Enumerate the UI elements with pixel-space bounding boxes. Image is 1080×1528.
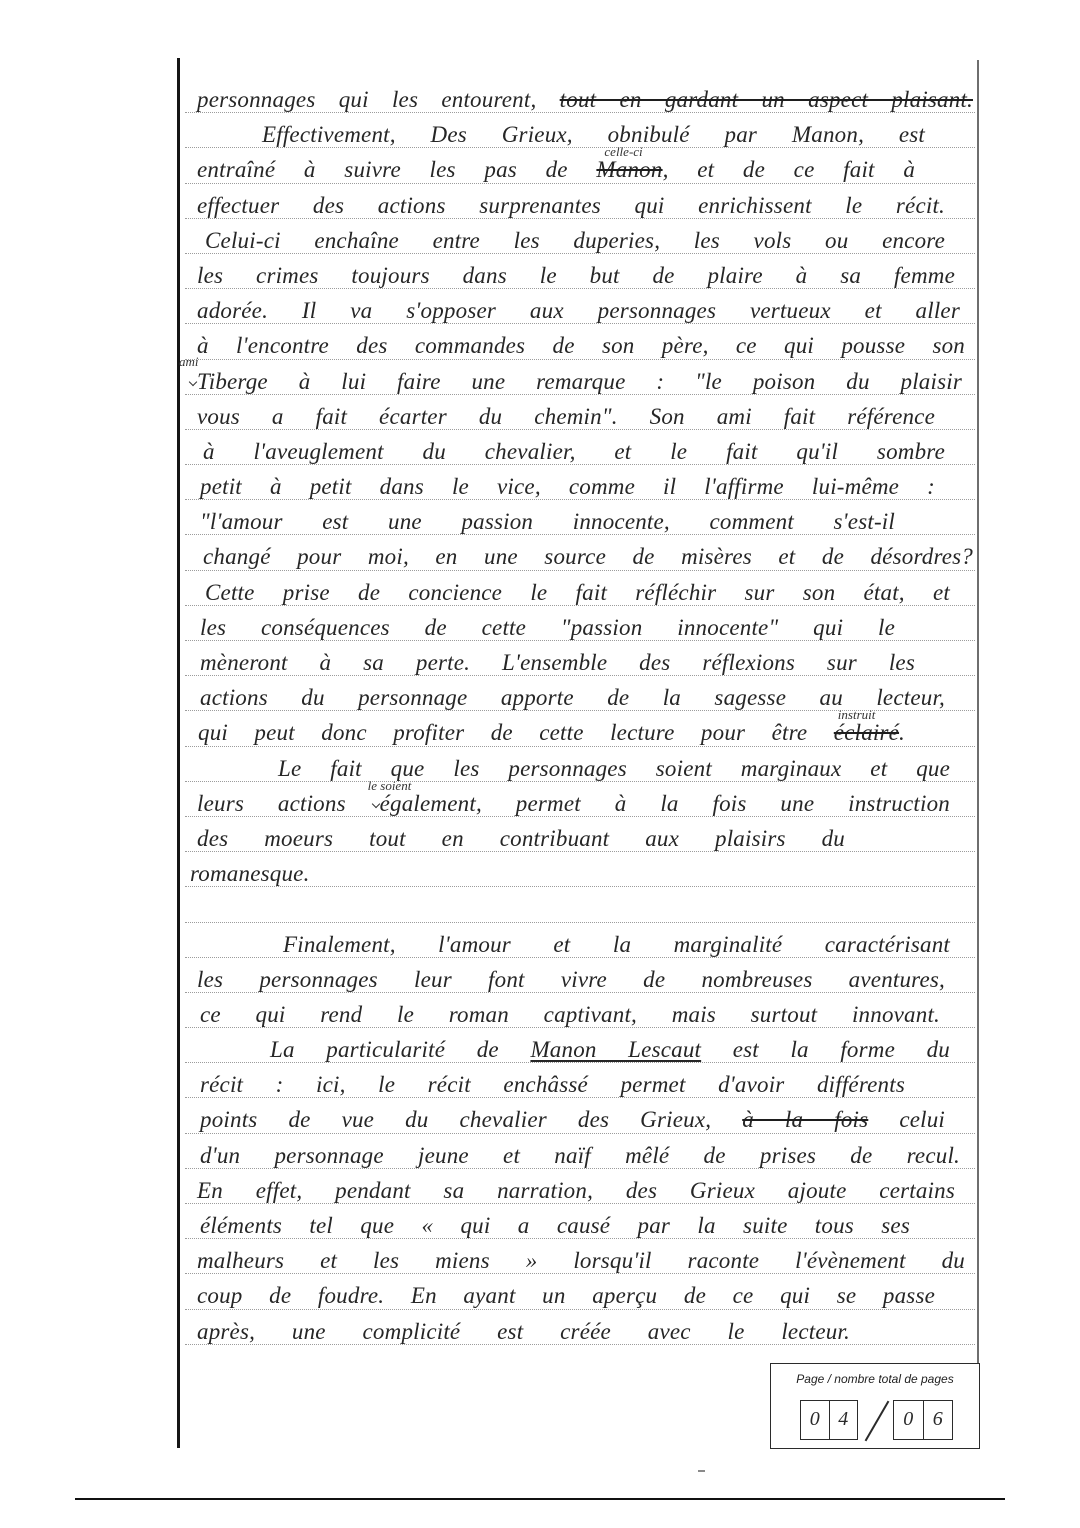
- text-line: [185, 144, 975, 183]
- line-text: Finalement, l'amour et la marginalité caractérisant: [283, 931, 950, 957]
- line-text: Effectivement, Des Grieux, obnibulé par Manon, est: [262, 122, 925, 148]
- text-line: [185, 923, 975, 958]
- line-text: "l'amour est une passion innocente, comment s'est-il: [200, 509, 895, 535]
- digit: 0: [809, 1408, 820, 1430]
- correction: [833, 707, 900, 746]
- text-line: [185, 747, 975, 782]
- page-right-border: [977, 60, 979, 1364]
- line-text: les conséquences de cette "passion innocente" qui le: [200, 614, 895, 640]
- inserted-text: le soient: [367, 777, 412, 793]
- scan-speck: [698, 1470, 705, 1472]
- text-line: [185, 571, 975, 606]
- digit: 0: [903, 1408, 914, 1430]
- struck-text: éclairé: [833, 720, 900, 746]
- line-text: leurs actions: [197, 790, 346, 816]
- text-line: [185, 707, 975, 746]
- underlined-title: Manon Lescaut: [530, 1037, 702, 1063]
- line-text: .: [899, 720, 905, 746]
- text-line: [185, 958, 975, 993]
- text-line: [185, 606, 975, 641]
- text-line: [185, 1134, 975, 1169]
- text-line: [185, 817, 975, 852]
- line-text: Le fait que les personnages soient marginaux et que: [278, 755, 950, 781]
- inserted-text: instruit: [837, 707, 876, 723]
- text-line: [185, 1239, 975, 1274]
- line-text: En effet, pendant sa narration, des Grieux ajoute certains: [197, 1177, 955, 1203]
- line-text: Tiberge à lui faire une remarque : "le poison du plaisir: [197, 368, 962, 394]
- text-line: [185, 78, 975, 113]
- text-line: [185, 254, 975, 289]
- correction: [596, 144, 663, 183]
- line-text: changé pour moi, en une source de misères et de désordres?: [203, 544, 973, 570]
- text-line: [185, 324, 975, 359]
- struck-text: tout en gardant un aspect plaisant.: [559, 87, 973, 112]
- text-line: [185, 219, 975, 254]
- line-text: les personnages leur font vivre de nombreuses aventures,: [197, 966, 945, 992]
- line-text: actions du personnage apporte de la sagesse au lecteur,: [200, 685, 945, 711]
- line-text: , et de ce fait à: [662, 157, 916, 183]
- line-text: La particularité de: [270, 1037, 499, 1063]
- slash-separator: [865, 1401, 890, 1442]
- text-line: [185, 1169, 975, 1204]
- text-line: [185, 1063, 975, 1098]
- text-line: [185, 430, 975, 465]
- line-text: qui peut donc profiter de cette lecture pour être: [198, 720, 808, 746]
- text-line: [185, 641, 975, 676]
- line-text: d'un personnage jeune et naïf mêlé de prises de recul.: [200, 1142, 960, 1168]
- line-text: personnages qui les entourent,: [197, 87, 537, 112]
- line-text: est la forme du: [732, 1037, 950, 1063]
- caret-mark: [371, 800, 379, 808]
- line-text: ce qui rend le roman captivant, mais surtout innovant.: [200, 1001, 940, 1027]
- text-line: [185, 777, 975, 817]
- line-text: celui: [899, 1107, 946, 1133]
- text-line: [185, 113, 975, 148]
- blank-line: [185, 887, 975, 922]
- handwritten-page: [179, 78, 975, 1345]
- text-line: [185, 1310, 975, 1345]
- line-text: Celui-ci enchaîne entre les duperies, les vols ou encore: [205, 227, 945, 253]
- line-text: à l'aveuglement du chevalier, et le fait qu'il sombre: [203, 438, 945, 464]
- text-line: [185, 500, 975, 535]
- line-text: entraîné à suivre les pas de: [197, 157, 568, 183]
- text-line: [185, 1274, 975, 1309]
- text-line: [185, 184, 975, 219]
- line-text: après, une complicité est créée avec le lecteur.: [197, 1318, 850, 1344]
- line-text: récit : ici, le récit enchâssé permet d'avoir différents: [200, 1072, 905, 1098]
- page-number-label: Page / nombre total de pages: [796, 1372, 954, 1386]
- bottom-rule: [75, 1498, 1005, 1500]
- current-page-digit-box: [800, 1400, 858, 1440]
- line-text: vous a fait écarter du chemin". Son ami fait référence: [197, 403, 935, 429]
- text-line: [185, 993, 975, 1028]
- line-text: coup de foudre. En ayant un aperçu de ce qui se passe: [197, 1283, 935, 1309]
- line-text: Cette prise de concience le fait réfléchir sur son état, et: [205, 579, 950, 605]
- line-text: des moeurs tout en contribuant aux plaisirs du: [197, 825, 845, 851]
- struck-text: à la fois: [742, 1107, 869, 1133]
- margin-line: [177, 58, 180, 1448]
- digit: 6: [923, 1401, 953, 1439]
- line-text: également, permet à la fois une instruction: [379, 790, 950, 816]
- total-pages-digit-box: [893, 1400, 953, 1440]
- line-text: les crimes toujours dans le but de plaire à sa femme: [197, 262, 955, 288]
- text-line: [185, 465, 975, 500]
- line-text: à l'encontre des commandes de son père, ce qui pousse son: [197, 333, 965, 359]
- inserted-text: ami: [179, 353, 199, 369]
- text-line: [185, 289, 975, 324]
- text-line: [185, 1028, 975, 1063]
- line-text: éléments tel que « qui a causé par la suite tous ses: [200, 1213, 910, 1238]
- inserted-text: celle-ci: [604, 144, 643, 160]
- page-number-box: [770, 1363, 980, 1449]
- line-text: adorée. Il va s'opposer aux personnages vertueux et aller: [197, 298, 960, 324]
- digit: 4: [829, 1401, 858, 1439]
- struck-text: Manon: [596, 157, 663, 183]
- text-line: [179, 353, 975, 395]
- text-line: [185, 395, 975, 430]
- line-text: petit à petit dans le vice, comme il l'affirme lui-même :: [200, 474, 935, 500]
- line-text: mèneront à sa perte. L'ensemble des réflexions sur les: [200, 650, 915, 675]
- line-text: malheurs et les miens » lorsqu'il raconte l'évènement du: [197, 1248, 965, 1274]
- line-text: points de vue du chevalier des Grieux,: [200, 1107, 712, 1133]
- text-line: [185, 1204, 975, 1239]
- line-text: effectuer des actions surprenantes qui enrichissent le récit.: [197, 192, 945, 218]
- text-line: [185, 852, 975, 887]
- caret-mark: [189, 377, 197, 385]
- text-line: [185, 1098, 975, 1133]
- line-text: romanesque.: [190, 861, 310, 887]
- text-line: [185, 676, 975, 711]
- text-line: [185, 535, 975, 570]
